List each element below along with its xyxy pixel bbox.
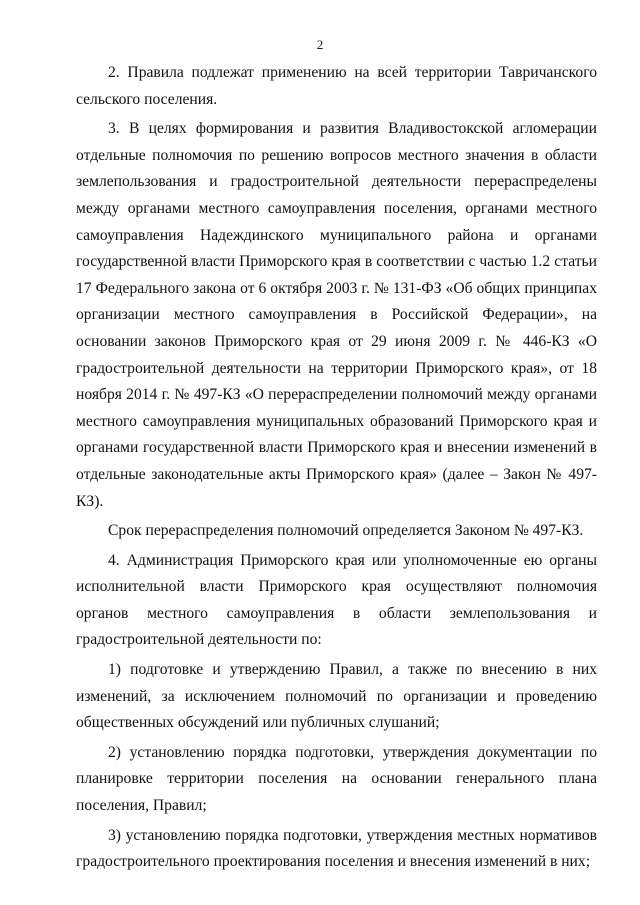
paragraph-redistribution-term: Срок перераспределения полномочий определяется Законом № 497-КЗ.	[108, 522, 584, 540]
page-number: 2	[316, 37, 324, 52]
paragraph-3-powers-redistribution: 3. В целях формирования и развития Владивостокской агломерации отдельные полномочия по решению вопросов местного значения в области землепользования и градостроительной деятельности перераспределены между органами местного самоуправления поселения, органами местного самоуправления Надеждинского муниципального района и органами государственной власти Приморского края в соответствии с частью 1.2 статьи 17 Федерального закона от 6 октября 2003 г. № 131-ФЗ «Об общих принципах организации местного самоуправления в Российской Федерации», на основании законов Приморского края от 29 июня 2009 г. № 446-КЗ «О градостроительной деятельности на территории Приморского края», от 18 ноября 2014 г. № 497-КЗ «О перераспределении полномочий между органами местного самоуправления муниципальных образований Приморского края и органами государственной власти Приморского края и внесении изменений в отдельные законодательные акты Приморского края» (далее – Закон № 497-КЗ).	[76, 120, 597, 510]
paragraph-2-rules-territory: 2. Правила подлежат применению на всей территории Тавричанского сельского поселения.	[76, 64, 597, 108]
paragraph-4-administration-powers: 4. Администрация Приморского края или уполномоченные ею органы исполнительной власти Приморского края осуществляют полномочия органов местного самоуправления в области землепользования и градостроительной деятельности по:	[76, 551, 597, 649]
list-item-1: 1) подготовке и утверждению Правил, а также по внесению в них изменений, за исключением полномочий по организации и проведению общественных обсуждений или публичных слушаний;	[76, 661, 597, 732]
list-item-2: 2) установлению порядка подготовки, утверждения документации по планировке территории поселения на основании генерального плана поселения, Правил;	[76, 743, 597, 815]
document-body	[76, 60, 597, 879]
list-item-3: 3) установлению порядка подготовки, утверждения местных нормативов градостроительного проектирования поселения и внесения изменений в них;	[76, 826, 597, 871]
